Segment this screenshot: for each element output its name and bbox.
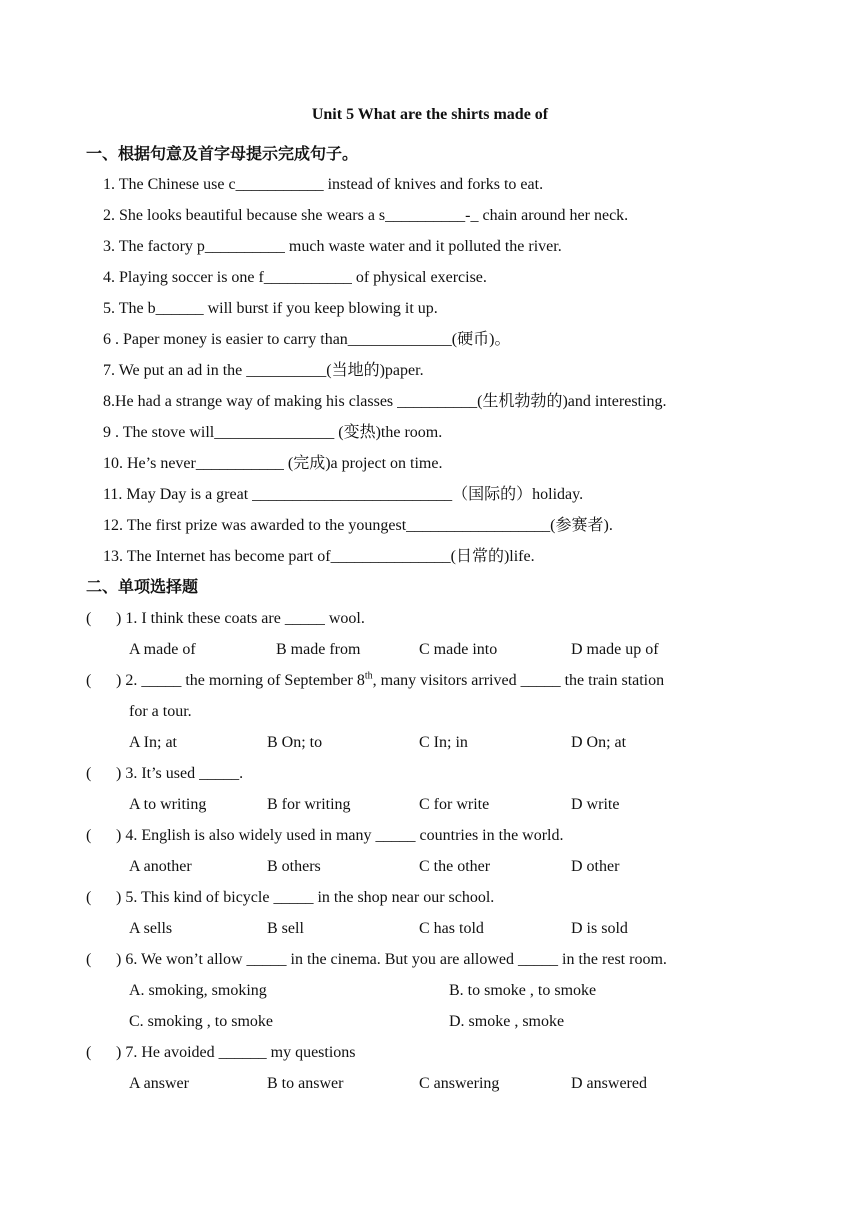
fill-item: 2. She looks beautiful because she wears a s__________-_ chain around her neck. [103,207,629,224]
option-c: C In; in [419,734,468,751]
option-b: B sell [267,920,304,937]
option-d: D. smoke , smoke [449,1013,565,1030]
option-d: D other [571,858,620,875]
section2-heading: 二、单项选择题 [86,579,199,596]
option-c: C. smoking , to smoke [129,1013,274,1030]
option-b: B others [267,858,321,875]
question-stem-rest: , many visitors arrived _____ the train station [372,672,665,689]
page-title: Unit 5 What are the shirts made of [311,106,549,123]
option-b: B for writing [267,796,351,813]
section1-heading: 一、根据句意及首字母提示完成句子。 [86,146,359,163]
option-b: B to answer [267,1075,344,1092]
question-stem: ) 7. He avoided ______ my questions [116,1044,356,1061]
option-c: C answering [419,1075,500,1092]
fill-item: 7. We put an ad in the __________(当地的)paper. [103,362,424,379]
question-stem: ) 3. It’s used _____. [116,765,244,782]
question-stem: ) 5. This kind of bicycle _____ in the shop near our school. [116,889,495,906]
fill-item: 9 . The stove will_______________ (变热)the room. [103,424,443,441]
option-c: C for write [419,796,490,813]
option-d: D answered [571,1075,647,1092]
fill-item: 3. The factory p__________ much waste water and it polluted the river. [103,238,562,255]
question-6 [86,949,667,971]
superscript: th [364,670,373,682]
answer-paren: ( [86,1044,92,1061]
answer-paren: ( [86,610,92,627]
fill-item: 8.He had a strange way of making his classes __________(生机勃勃的)and interesting. [103,393,667,410]
question-1 [86,608,365,630]
fill-item: 10. He’s never___________ (完成)a project on time. [103,455,443,472]
question-stem: ) 4. English is also widely used in many _____ countries in the world. [116,827,564,844]
option-a: A made of [129,641,196,658]
question-stem: ) 2. _____ the morning of September 8 [116,672,365,689]
option-d: D is sold [571,920,628,937]
fill-item: 6 . Paper money is easier to carry than_____________(硬币)。 [103,331,511,348]
question-stem: ) 1. I think these coats are _____ wool. [116,610,365,627]
option-a: A another [129,858,192,875]
option-d: D On; at [571,734,627,751]
option-c: C the other [419,858,491,875]
question-stem: ) 6. We won’t allow _____ in the cinema. But you are allowed _____ in the rest room. [116,951,667,968]
option-c: C made into [419,641,498,658]
fill-item: 1. The Chinese use c___________ instead of knives and forks to eat. [103,176,544,193]
option-b: B On; to [267,734,323,751]
question-3 [86,763,243,785]
option-c: C has told [419,920,484,937]
fill-item: 11. May Day is a great _________________________（国际的）holiday. [103,486,584,503]
answer-paren: ( [86,765,92,782]
fill-item: 13. The Internet has become part of_______________(日常的)life. [103,548,535,565]
fill-item: 5. The b______ will burst if you keep blowing it up. [103,300,438,317]
question-4 [86,825,564,847]
answer-paren: ( [86,889,92,906]
question-2 [86,670,664,692]
question-5 [86,887,494,909]
option-a: A In; at [129,734,177,751]
answer-paren: ( [86,827,92,844]
answer-paren: ( [86,672,92,689]
option-a: A. smoking, smoking [129,982,267,999]
fill-item: 4. Playing soccer is one f___________ of physical exercise. [103,269,487,286]
option-b: B made from [276,641,361,658]
question-stem-continued: for a tour. [129,703,192,720]
question-7 [86,1042,356,1064]
option-b: B. to smoke , to smoke [449,982,597,999]
option-d: D write [571,796,620,813]
option-d: D made up of [571,641,659,658]
option-a: A sells [129,920,173,937]
fill-item: 12. The first prize was awarded to the youngest__________________(参赛者). [103,517,613,534]
option-a: A answer [129,1075,189,1092]
answer-paren: ( [86,951,92,968]
option-a: A to writing [129,796,207,813]
